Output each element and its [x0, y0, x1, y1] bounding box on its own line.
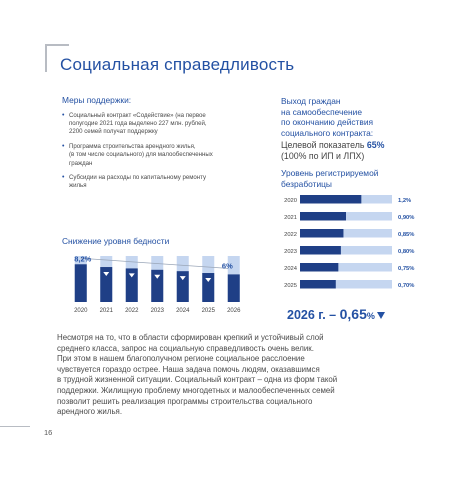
- list-item-line: 2200 семей получат поддержку: [69, 128, 158, 136]
- paragraph-line: При этом в нашем благополучном регионе социальное расслоение: [57, 354, 305, 364]
- bar: [300, 280, 336, 289]
- category-label: 2020: [74, 308, 88, 314]
- poverty-chart-title: Снижение уровня бедности: [62, 236, 170, 246]
- result-prefix: 2026 г. –: [287, 308, 340, 322]
- heading-line: социального контракта:: [281, 127, 374, 138]
- heading-line: Выход граждан: [281, 96, 341, 106]
- category-label: 2026: [227, 308, 241, 314]
- support-measures-heading: Меры поддержки:: [62, 95, 132, 105]
- unemployment-heading: [281, 168, 378, 189]
- list-item-line: жилья: [69, 182, 87, 190]
- category-label: 2021: [284, 215, 297, 221]
- summary-paragraph: [57, 333, 447, 418]
- category-label: 2024: [284, 266, 297, 272]
- target-indicator: [281, 140, 384, 162]
- page-number: 16: [44, 428, 53, 437]
- value-label: 0,80%: [398, 249, 415, 255]
- page-number-rule: [0, 426, 30, 427]
- paragraph-line: чувствуется гораздо острее. Наша задача помочь людям, оказавшимся: [57, 364, 320, 374]
- value-label: 0,85%: [398, 232, 415, 238]
- page-title: Социальная справедливость: [60, 55, 295, 74]
- bar: [300, 212, 346, 221]
- corner-decoration-vertical: [45, 44, 47, 72]
- paragraph-line: Несмотря на то, что в области сформирован крепкий и устойчивый слой: [57, 333, 324, 342]
- category-label: 2025: [284, 283, 297, 289]
- list-item: [62, 112, 260, 137]
- bar: [300, 195, 361, 204]
- paragraph-line: среднего класса, запрос на социальную справедливость очень велик.: [57, 343, 314, 353]
- list-item: [62, 174, 260, 190]
- corner-decoration-horizontal: [45, 44, 69, 46]
- result-number: 0,65: [339, 306, 367, 322]
- paragraph-line: в трудной жизненной ситуации. Социальный контракт – одна из форм такой: [57, 375, 338, 385]
- category-label: 2022: [284, 232, 297, 238]
- value-label: 1,2%: [398, 198, 412, 204]
- category-label: 2024: [176, 308, 190, 314]
- list-item-line: • Субсидии на расходы по капитальному ремонту: [69, 174, 207, 182]
- category-label: 2020: [284, 198, 297, 204]
- unemployment-bar-chart: [278, 192, 428, 292]
- category-label: 2023: [150, 308, 164, 314]
- support-measures-list: [62, 112, 260, 197]
- list-item: [62, 143, 260, 168]
- category-label: 2025: [201, 308, 215, 314]
- heading-line: Уровень регистрируемой: [281, 168, 379, 178]
- category-label: 2022: [125, 308, 139, 314]
- heading-line: по окончанию действия: [281, 117, 374, 127]
- list-item-line: • Социальный контракт «Содействие» (на первое: [69, 112, 206, 119]
- bar: [75, 264, 87, 302]
- heading-line: на самообеспечение: [281, 106, 362, 117]
- category-label: 2023: [284, 249, 297, 255]
- bar: [228, 274, 240, 302]
- list-item-line: полугодие 2021 года выделено 227 млн. рублей,: [69, 120, 207, 128]
- list-item-line: (в том числе социального) для малообеспеченных: [69, 151, 213, 159]
- value-label: 0,75%: [398, 266, 415, 272]
- bar: [300, 246, 341, 255]
- down-arrow-icon: [377, 312, 385, 319]
- list-item-line: граждан: [69, 159, 93, 167]
- value-label: 0,90%: [398, 215, 415, 221]
- target-value: 65%: [366, 140, 385, 150]
- paragraph-line: арендного жилья.: [57, 407, 123, 417]
- self-sufficiency-heading: [281, 96, 373, 138]
- bar: [151, 270, 163, 302]
- target-note: (100% по ИП и ЛПХ): [281, 151, 365, 161]
- heading-line: безработицы: [281, 178, 332, 189]
- paragraph-line: позволит решить реализация программы строительства социального: [57, 396, 313, 406]
- list-item-line: • Программа строительства арендного жилья,: [69, 143, 196, 151]
- data-label: 8,2%: [74, 254, 92, 264]
- target-prefix: Целевой показатель: [281, 140, 367, 150]
- result-unit: %: [366, 311, 375, 321]
- poverty-bar-chart: [68, 250, 248, 320]
- bar: [300, 229, 343, 238]
- paragraph-line: поддержки. Жилищную проблему многодетных и малообеспеченных семей: [57, 385, 335, 395]
- bar: [300, 263, 338, 272]
- bar: [177, 271, 189, 302]
- unemployment-2026-value: [287, 306, 385, 322]
- data-label: 6%: [221, 261, 233, 271]
- category-label: 2021: [99, 308, 113, 314]
- value-label: 0,70%: [398, 283, 415, 289]
- bar: [202, 273, 214, 302]
